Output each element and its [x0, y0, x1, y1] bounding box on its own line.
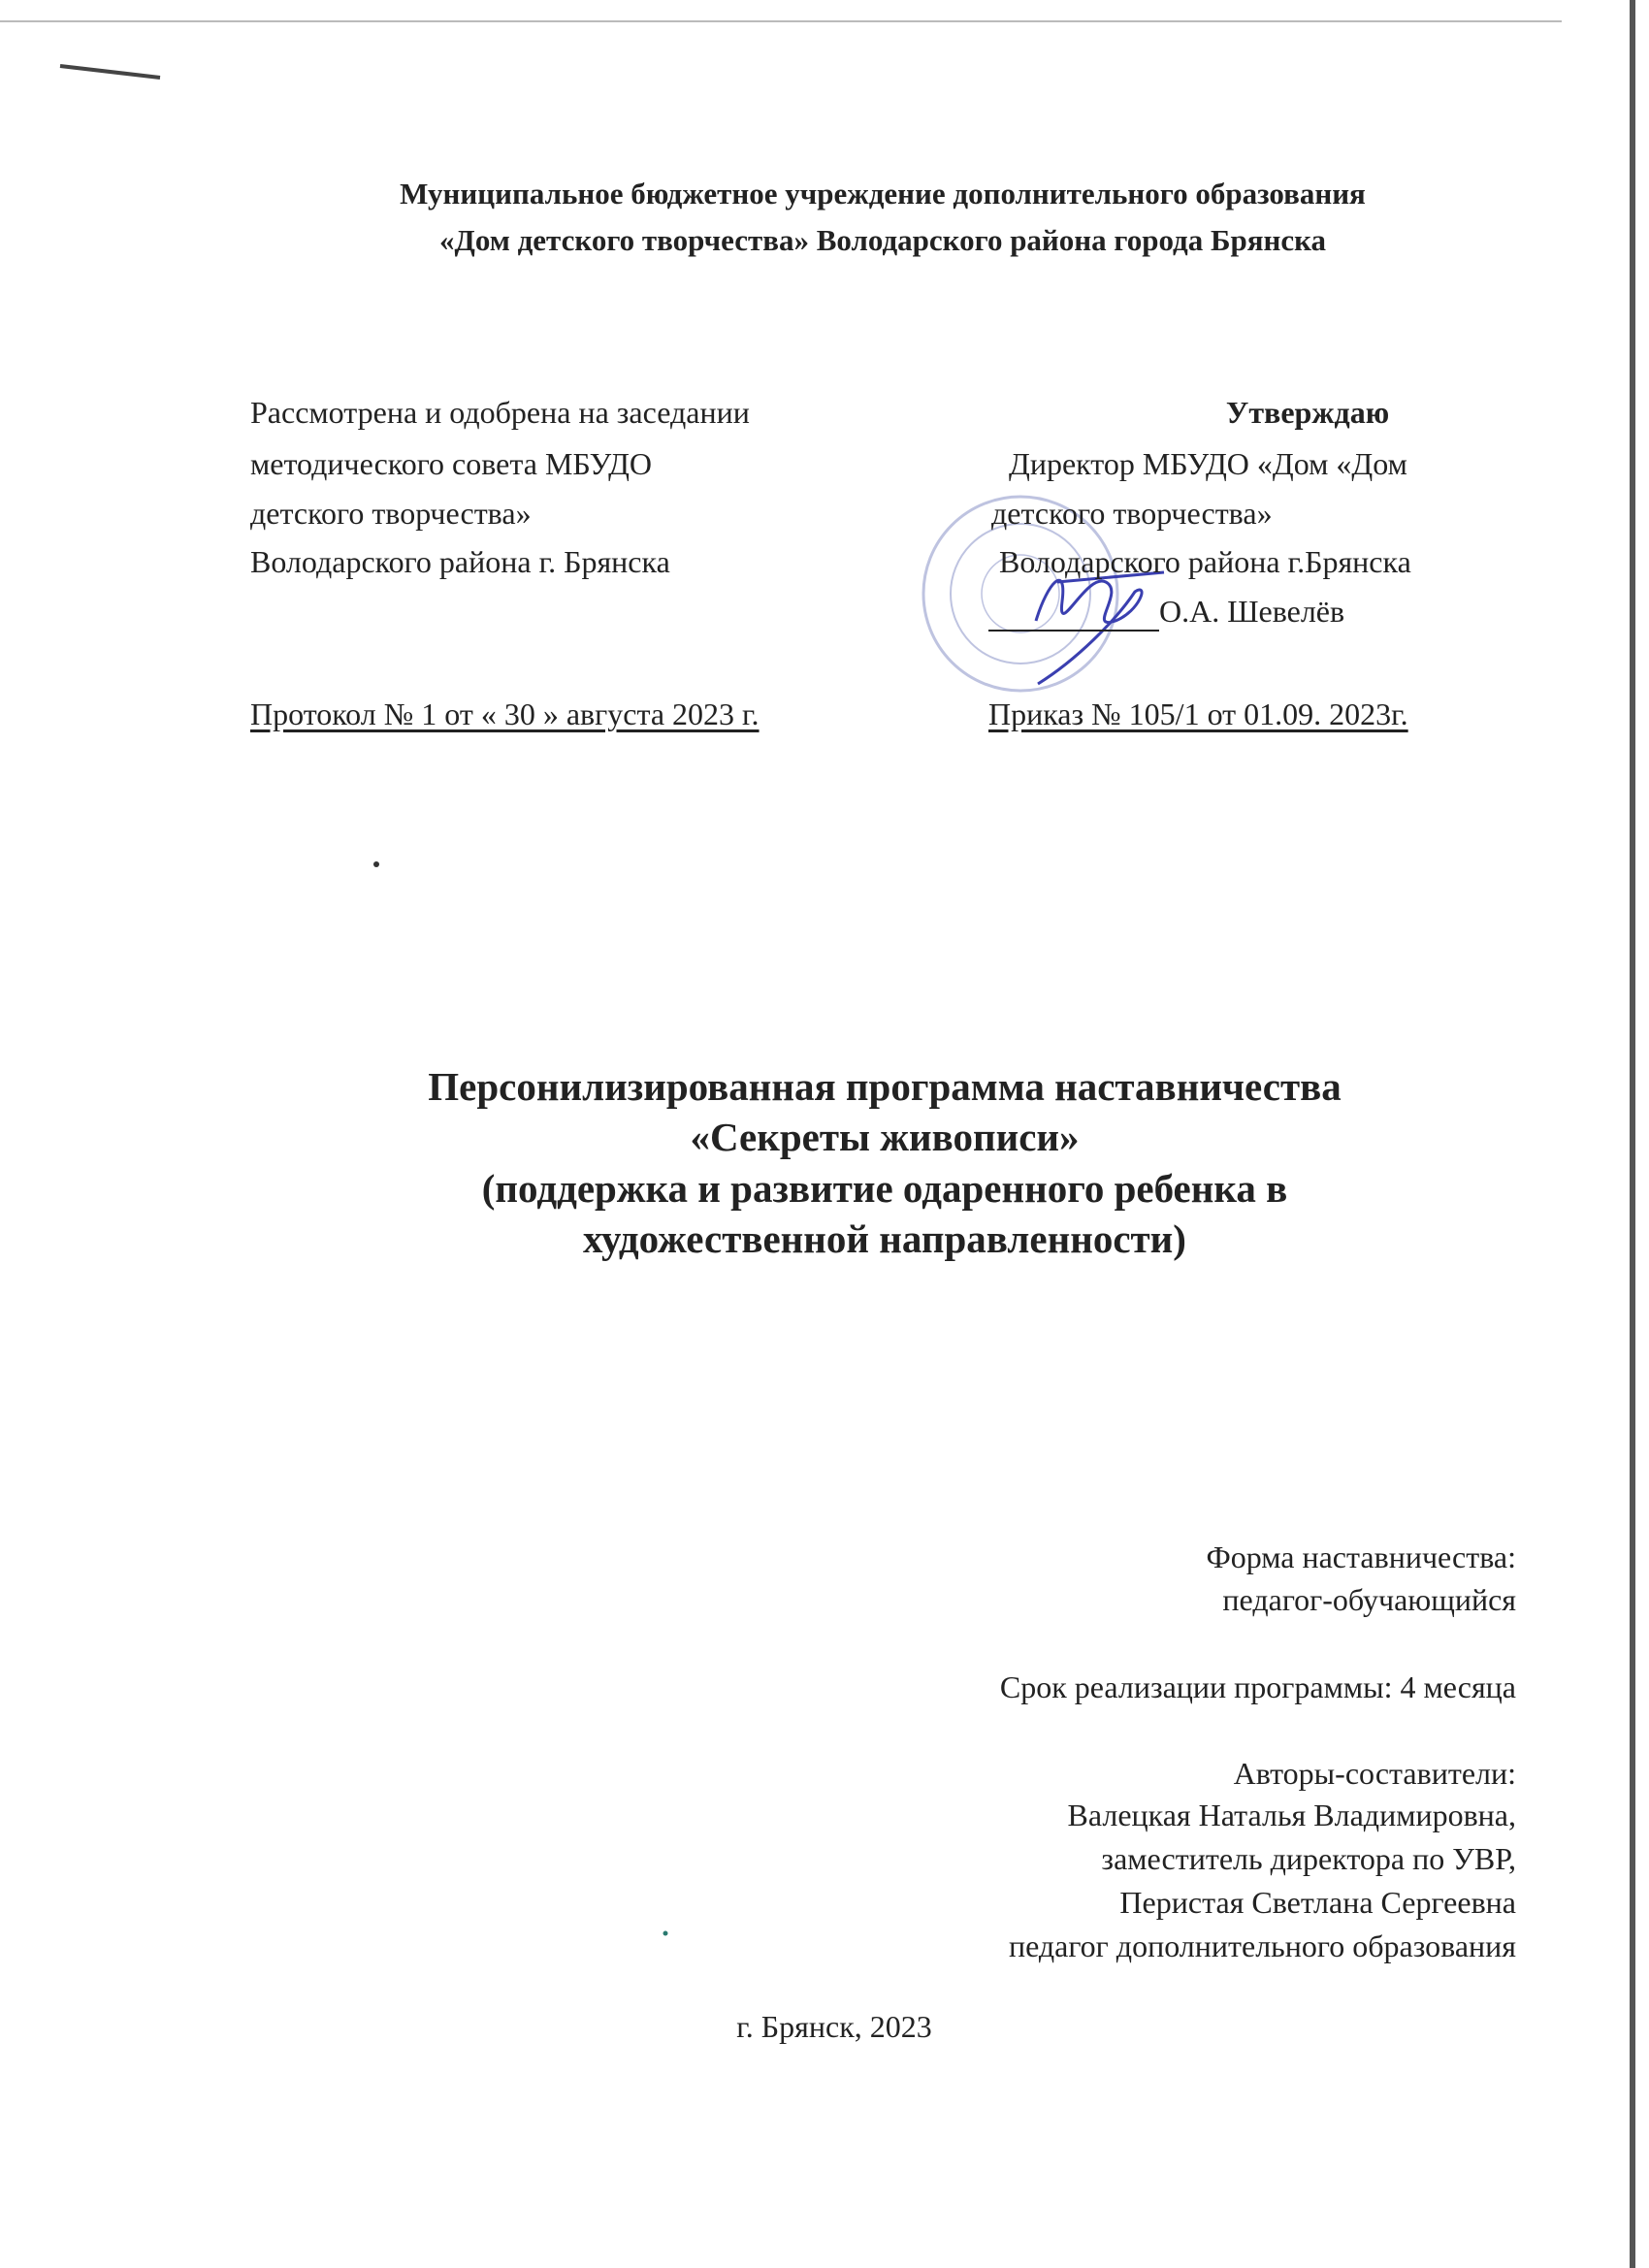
org-name-line1: Муниципальное бюджетное учреждение дополнительного образования	[400, 177, 1366, 211]
approval-left-line: детского творчества»	[250, 496, 532, 531]
approval-right-line: Директор МБУДО «Дом «Дом	[1009, 446, 1407, 481]
org-name-line2: «Дом детского творчества» Володарского района города Брянска	[438, 223, 1327, 257]
detail-line: педагог-обучающийся	[1222, 1582, 1516, 1617]
approval-right-line: детского творчества»	[991, 496, 1273, 531]
approval-left-line: Рассмотрена и одобрена на заседании	[250, 395, 750, 430]
detail-line: педагог дополнительного образования	[1008, 1928, 1516, 1963]
signature	[1036, 572, 1164, 684]
approval-left-line: методического совета МБУДО	[250, 446, 653, 481]
program-title-line: Персонилизированная программа наставничества	[428, 1064, 1342, 1109]
approval-left-line: Володарского района г. Брянска	[250, 544, 670, 579]
place-year: г. Брянск, 2023	[736, 2009, 932, 2044]
approval-heading: Утверждаю	[1225, 395, 1390, 430]
detail-line: заместитель директора по УВР,	[1101, 1841, 1516, 1876]
detail-line: Форма наставничества:	[1206, 1539, 1516, 1574]
detail-line: Валецкая Наталья Владимировна,	[1067, 1798, 1516, 1832]
protocol-reference: Протокол № 1 от « 30 » августа 2023 г.	[250, 697, 760, 731]
signatory-name: О.А. Шевелёв	[1159, 594, 1345, 629]
dot-mark	[663, 1931, 668, 1936]
pen-mark	[60, 66, 160, 78]
program-title-line: «Секреты живописи»	[690, 1115, 1080, 1159]
program-title-line: художественной направленности)	[583, 1216, 1186, 1261]
program-title-line: (поддержка и развитие одаренного ребенка в	[481, 1166, 1288, 1211]
order-reference: Приказ № 105/1 от 01.09. 2023г.	[988, 697, 1408, 731]
dot-mark	[373, 861, 379, 867]
scan-right-edge	[1630, 0, 1635, 2268]
detail-line: Срок реализации программы: 4 месяца	[999, 1669, 1516, 1704]
approval-right-line: Володарского района г.Брянска	[999, 544, 1411, 579]
detail-line: Авторы-составители:	[1233, 1756, 1516, 1791]
detail-line: Перистая Светлана Сергеевна	[1119, 1885, 1516, 1920]
